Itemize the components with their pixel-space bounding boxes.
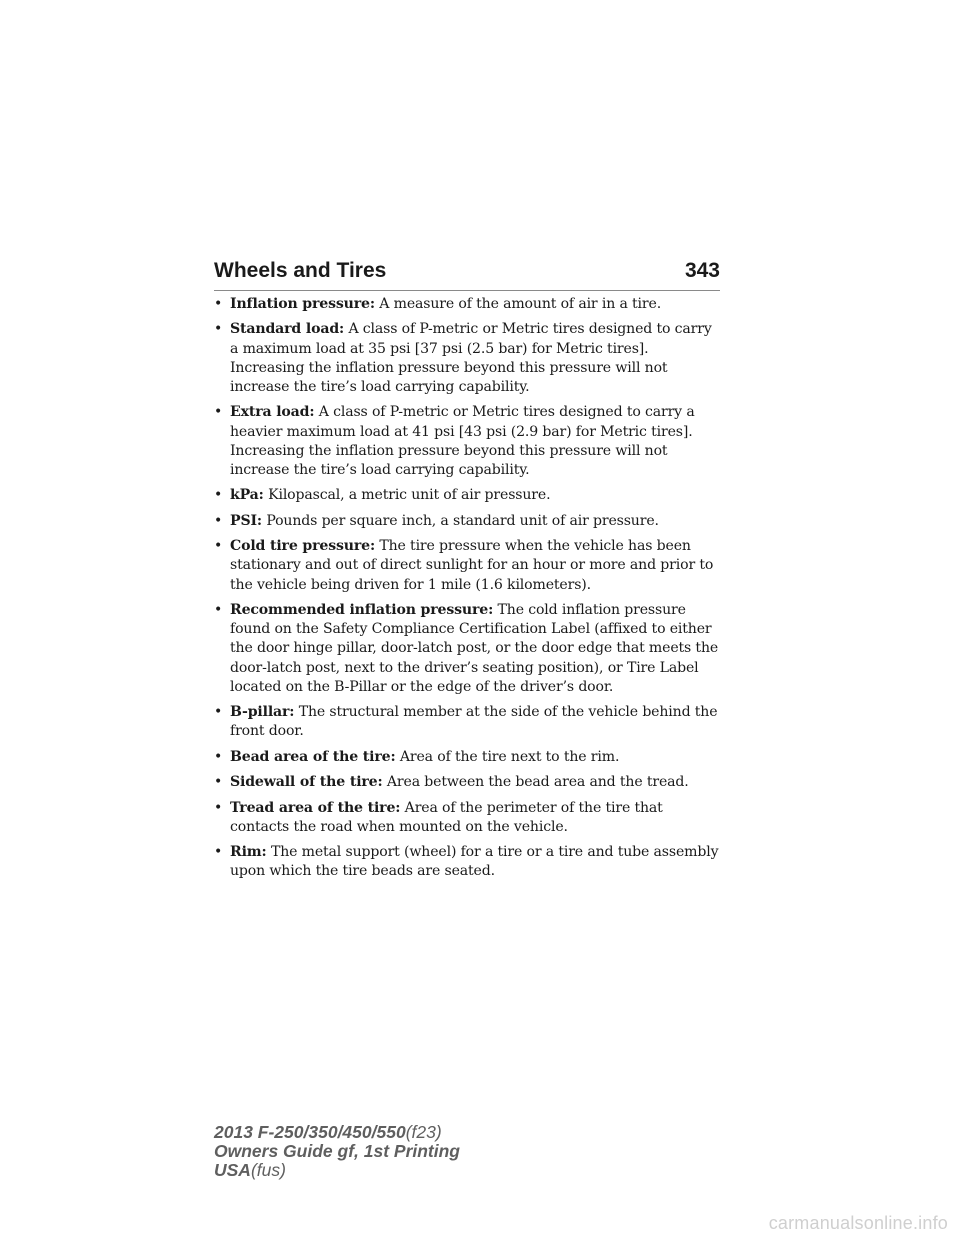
term: Tread area of the tire:: [230, 799, 401, 816]
definition-item-inflation-pressure: [214, 295, 724, 314]
definition-item-extra-load: [214, 403, 724, 480]
definition: The tire pressure when the vehicle has been stationary and out of direct sunlight for an hour or more and prior to the vehicle being driven for 1 mile (1.6 kilometers).: [230, 538, 714, 593]
definition-item-cold-tire-pressure: [214, 537, 724, 595]
bullet: •: [214, 774, 223, 791]
term: kPa:: [230, 487, 264, 504]
definition: The structural member at the side of the vehicle behind the front door.: [230, 704, 718, 740]
footer-model: 2013 F-250/350/450/550: [214, 1122, 406, 1142]
term: Cold tire pressure:: [230, 538, 376, 555]
footer-model-line: [214, 1123, 460, 1142]
page-number: 343: [684, 259, 720, 282]
definition-item-b-pillar: [214, 703, 724, 741]
definition-item-standard-load: [214, 320, 724, 397]
definition: Pounds per square inch, a standard unit of air pressure.: [266, 512, 659, 529]
watermark-text: carmanualsonline.info: [768, 1213, 948, 1233]
section-title: Wheels and Tires: [214, 259, 387, 282]
bullet: •: [214, 321, 223, 338]
footer-market-line: [214, 1161, 460, 1180]
definition: Area of the tire next to the rim.: [399, 748, 620, 765]
definition: A class of P-metric or Metric tires designed to carry a heavier maximum load at 41 psi [43 psi (2.9 bar) for Metric tires]. Increasing the inflation pressure beyond this pressure will not increase the tire’s load carrying capability.: [230, 404, 695, 478]
definition-item-rim: [214, 843, 724, 881]
bullet: •: [214, 748, 223, 765]
definition: Area between the bead area and the tread.: [386, 774, 689, 791]
bullet: •: [214, 296, 223, 312]
definition: A measure of the amount of air in a tire.: [379, 296, 662, 312]
definition-list: [214, 295, 724, 888]
footer-market: USA: [214, 1160, 251, 1180]
term: Inflation pressure:: [230, 296, 375, 312]
bullet: •: [214, 487, 223, 504]
definition-item-tread-area: [214, 799, 724, 837]
footer-edition: Owners Guide gf, 1st Printing: [214, 1141, 460, 1161]
definition: The metal support (wheel) for a tire or a tire and tube assembly upon which the tire beads are seated.: [230, 844, 719, 880]
bullet: •: [214, 844, 223, 861]
term: Sidewall of the tire:: [230, 774, 383, 791]
footer-model-code: (f23): [405, 1122, 442, 1142]
bullet: •: [214, 601, 223, 618]
definition-item-bead-area: [214, 748, 724, 767]
page-header: [214, 254, 720, 290]
footer-edition-line: [214, 1142, 460, 1161]
bullet: •: [214, 704, 223, 721]
bullet: •: [214, 404, 223, 421]
definition: A class of P-metric or Metric tires designed to carry a maximum load at 35 psi [37 psi (2.5 bar) for Metric tires]. Increasing the inflation pressure beyond this pressure will not increase the tire’s load carrying capability.: [230, 321, 712, 395]
term: PSI:: [230, 512, 262, 529]
term: Standard load:: [230, 321, 345, 338]
term: Extra load:: [230, 404, 315, 421]
term: Recommended inflation pressure:: [230, 601, 494, 618]
term: Rim:: [230, 844, 267, 861]
definition: Kilopascal, a metric unit of air pressure.: [268, 487, 551, 504]
print-footer: [214, 1123, 460, 1180]
definition-item-kpa: [214, 486, 724, 505]
definition-item-sidewall: [214, 773, 724, 792]
definition: Area of the perimeter of the tire that contacts the road when mounted on the vehicle.: [230, 799, 663, 835]
definition-item-recommended-inflation-pressure: [214, 601, 724, 697]
bullet: •: [214, 538, 223, 555]
footer-market-code: (fus): [250, 1160, 286, 1180]
definition-item-psi: [214, 512, 724, 531]
term: Bead area of the tire:: [230, 748, 396, 765]
bullet: •: [214, 512, 223, 529]
term: B-pillar:: [230, 704, 295, 721]
definition: The cold inflation pressure found on the Safety Compliance Certification Label (affixed to either the door hinge pillar, door-latch post, or the door edge that meets the door-latch post, next to the driver’s seating position), or Tire Label located on the B-Pillar or the edge of the driver’s door.: [230, 601, 719, 695]
header-divider: [214, 290, 720, 291]
bullet: •: [214, 799, 223, 816]
